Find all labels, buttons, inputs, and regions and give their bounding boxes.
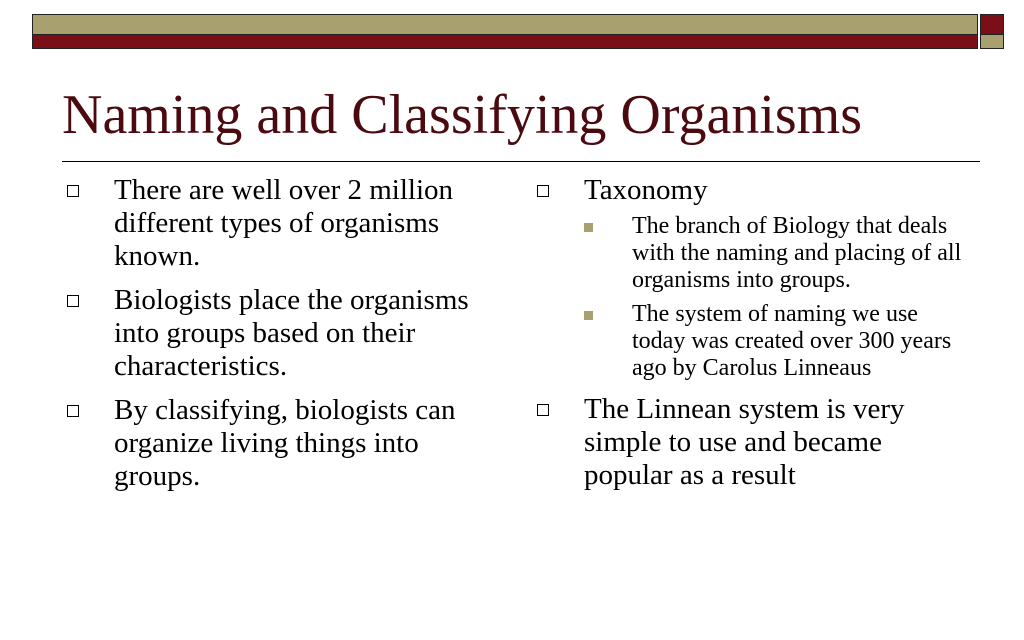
- filled-square-bullet-icon: [584, 223, 593, 232]
- left-column: [62, 174, 482, 504]
- header-bar-maroon: [32, 35, 978, 49]
- sub-bullet-text: The branch of Biology that deals with the naming and placing of all organisms into groups.: [632, 213, 962, 293]
- title-divider: [62, 161, 980, 162]
- sub-list-item: [584, 301, 972, 382]
- sub-bullet-list: [584, 213, 972, 382]
- list-item: [532, 393, 972, 492]
- header-square-maroon: [980, 14, 1004, 35]
- filled-square-bullet-icon: [584, 311, 593, 320]
- bullet-text: There are well over 2 million different types of organisms known.: [114, 174, 454, 272]
- hollow-square-bullet-icon: [537, 185, 549, 197]
- right-column: [532, 174, 972, 503]
- list-item: [62, 174, 482, 273]
- bullet-text: By classifying, biologists can organize living things into groups.: [114, 394, 456, 492]
- hollow-square-bullet-icon: [537, 404, 549, 416]
- bullet-text: The Linnean system is very simple to use and became popular as a result: [584, 393, 905, 491]
- sub-bullet-text: The system of naming we use today was created over 300 years ago by Carolus Linneaus: [632, 301, 952, 381]
- list-item: [532, 174, 972, 382]
- hollow-square-bullet-icon: [67, 405, 79, 417]
- list-item: [62, 394, 482, 493]
- bullet-text-taxonomy: Taxonomy: [584, 174, 708, 206]
- header-square-olive: [980, 35, 1004, 49]
- hollow-square-bullet-icon: [67, 295, 79, 307]
- sub-list-item: [584, 213, 972, 294]
- header-bar-olive: [32, 14, 978, 35]
- bullet-text: Biologists place the organisms into groups based on their characteristics.: [114, 284, 469, 382]
- left-bullet-list: [62, 174, 482, 493]
- hollow-square-bullet-icon: [67, 185, 79, 197]
- right-bullet-list: [532, 174, 972, 492]
- list-item: [62, 284, 482, 383]
- slide-title: Naming and Classifying Organisms: [62, 84, 863, 146]
